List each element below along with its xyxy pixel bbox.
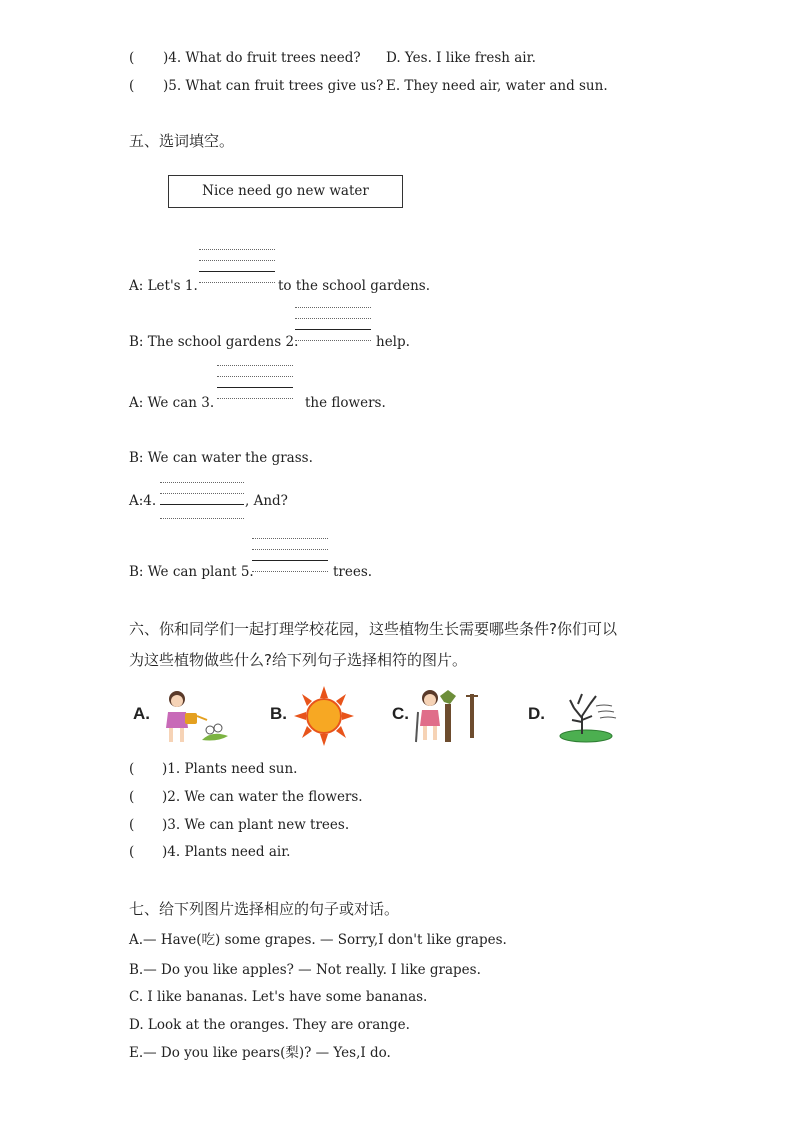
option-a: A.— Have(吃) some grapes. — Sorry,I don't like grapes. — [129, 932, 507, 948]
question-text: )4. What do fruit trees need? — [163, 50, 361, 66]
section-6-title-line1: 六、你和同学们一起打理学校花园，这些植物生长需要哪些条件?你们可以 — [129, 620, 617, 638]
answer-option-text: D. Yes. I like fresh air. — [386, 50, 536, 66]
answer-paren[interactable]: ( — [129, 78, 135, 94]
answer-paren[interactable]: ( — [129, 761, 135, 777]
picture-c-label: C. — [392, 704, 409, 723]
dialog-line-5-pre: A:4. — [129, 493, 157, 509]
dialog-line-2-pre: B: The school gardens 2. — [129, 334, 299, 350]
dialog-line-3-pre: A: We can 3. — [129, 395, 215, 411]
dialog-line-1-pre: A: Let's 1. — [129, 278, 198, 294]
option-d: D. Look at the oranges. They are orange. — [129, 1017, 410, 1033]
dialog-line-2-post: help. — [376, 334, 410, 350]
answer-paren[interactable]: ( — [129, 817, 135, 833]
item-text: )4. Plants need air. — [162, 844, 291, 860]
word-box: Nice need go new water — [168, 175, 403, 208]
item-text: )3. We can plant new trees. — [162, 817, 350, 833]
dialog-line-4: B: We can water the grass. — [129, 450, 313, 466]
picture-d-label: D. — [528, 704, 545, 723]
blank-3[interactable] — [217, 365, 293, 399]
sun-icon — [292, 686, 356, 746]
item-text: )1. Plants need sun. — [162, 761, 298, 777]
picture-b-label: B. — [270, 704, 287, 723]
tree-in-wind-icon — [552, 686, 622, 746]
dialog-line-3-post: the flowers. — [305, 395, 386, 411]
dialog-line-5-post: , And? — [245, 493, 288, 509]
answer-option-text: E. They need air, water and sun. — [386, 78, 608, 94]
blank-1[interactable] — [199, 249, 275, 283]
blank-5[interactable] — [252, 538, 328, 572]
dialog-line-6-pre: B: We can plant 5. — [129, 564, 254, 580]
blank-4[interactable] — [160, 482, 244, 516]
dialog-line-6-post: trees. — [333, 564, 373, 580]
question-text: )5. What can fruit trees give us? — [163, 78, 384, 94]
answer-paren[interactable]: ( — [129, 844, 135, 860]
answer-paren[interactable]: ( — [129, 789, 135, 805]
girl-planting-tree-icon — [410, 686, 490, 746]
section-5-title: 五、选词填空。 — [129, 132, 235, 150]
option-e: E.— Do you like pears(梨)? — Yes,I do. — [129, 1045, 391, 1061]
dialog-line-1-post: to the school gardens. — [278, 278, 430, 294]
answer-paren[interactable]: ( — [129, 50, 135, 66]
section-6-title-line2: 为这些植物做些什么?给下列句子选择相符的图片。 — [129, 651, 467, 669]
picture-a-label: A. — [133, 704, 150, 723]
option-b: B.— Do you like apples? — Not really. I like grapes. — [129, 962, 481, 978]
section-7-title: 七、给下列图片选择相应的句子或对话。 — [129, 900, 400, 918]
girl-watering-flowers-icon — [152, 686, 232, 746]
item-text: )2. We can water the flowers. — [162, 789, 363, 805]
option-c: C. I like bananas. Let's have some bananas. — [129, 989, 428, 1005]
blank-2[interactable] — [295, 307, 371, 341]
